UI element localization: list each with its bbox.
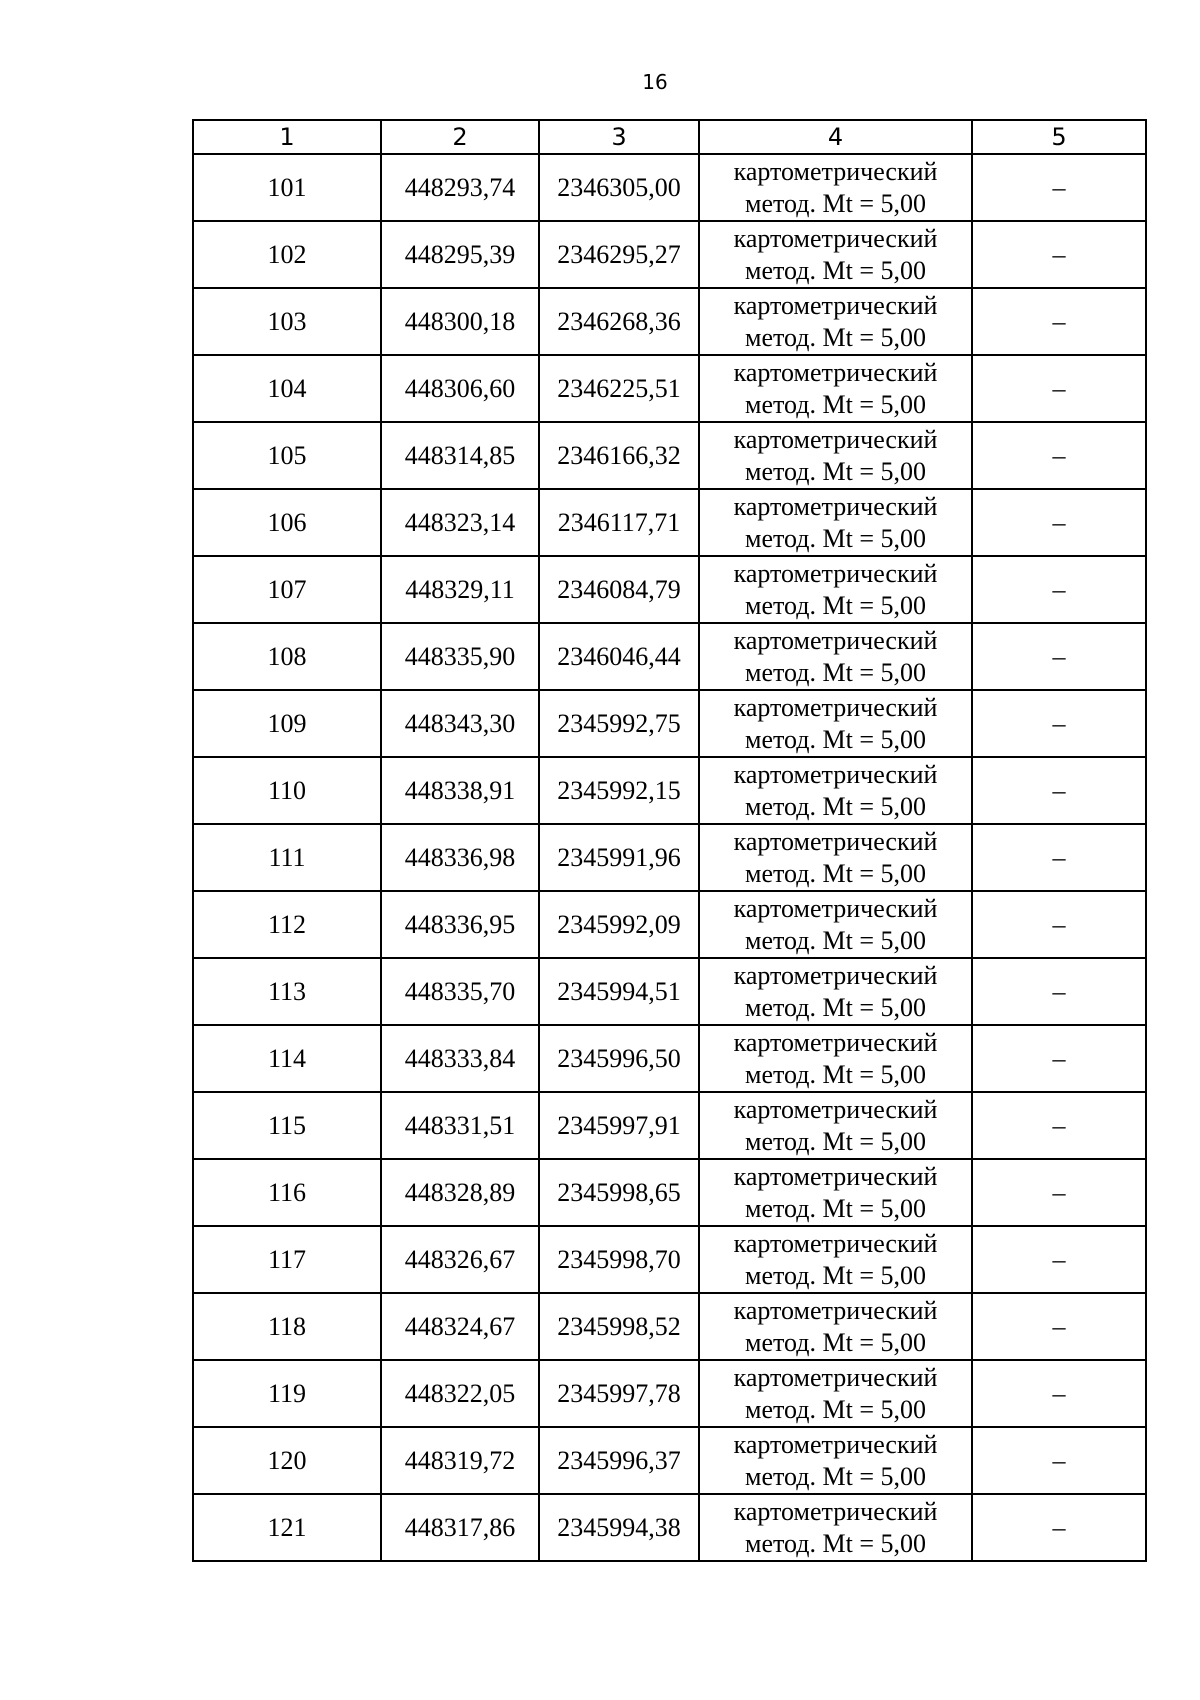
point-number-cell: 102 xyxy=(193,221,381,288)
method-line-1: картометрический xyxy=(733,1295,938,1325)
x-coordinate-cell: 448323,14 xyxy=(381,489,539,556)
x-coordinate-cell: 448317,86 xyxy=(381,1494,539,1561)
method-cell xyxy=(699,154,972,221)
note-cell: – xyxy=(972,1427,1146,1494)
point-number-cell: 101 xyxy=(193,154,381,221)
header-col-3: 3 xyxy=(539,120,699,154)
note-cell: – xyxy=(972,891,1146,958)
table-row xyxy=(193,288,1146,355)
method-line-1: картометрический xyxy=(733,290,938,320)
method-line-2: метод. Mt = 5,00 xyxy=(745,1126,926,1156)
y-coordinate-cell: 2345994,38 xyxy=(539,1494,699,1561)
table-row xyxy=(193,1159,1146,1226)
method-line-2: метод. Mt = 5,00 xyxy=(745,1193,926,1223)
x-coordinate-cell: 448293,74 xyxy=(381,154,539,221)
method-line-1: картометрический xyxy=(733,759,938,789)
y-coordinate-cell: 2345998,65 xyxy=(539,1159,699,1226)
x-coordinate-cell: 448331,51 xyxy=(381,1092,539,1159)
method-line-1: картометрический xyxy=(733,156,938,186)
method-cell xyxy=(699,422,972,489)
note-cell: – xyxy=(972,489,1146,556)
table-row xyxy=(193,1494,1146,1561)
point-number-cell: 119 xyxy=(193,1360,381,1427)
y-coordinate-cell: 2345997,78 xyxy=(539,1360,699,1427)
table-row xyxy=(193,891,1146,958)
table-row xyxy=(193,489,1146,556)
method-cell xyxy=(699,1092,972,1159)
y-coordinate-cell: 2345994,51 xyxy=(539,958,699,1025)
table-row xyxy=(193,422,1146,489)
point-number-cell: 106 xyxy=(193,489,381,556)
x-coordinate-cell: 448338,91 xyxy=(381,757,539,824)
method-line-2: метод. Mt = 5,00 xyxy=(745,724,926,754)
x-coordinate-cell: 448336,95 xyxy=(381,891,539,958)
table-row xyxy=(193,1427,1146,1494)
x-coordinate-cell: 448314,85 xyxy=(381,422,539,489)
y-coordinate-cell: 2345992,09 xyxy=(539,891,699,958)
note-cell: – xyxy=(972,958,1146,1025)
method-line-2: метод. Mt = 5,00 xyxy=(745,1461,926,1491)
y-coordinate-cell: 2346166,32 xyxy=(539,422,699,489)
point-number-cell: 116 xyxy=(193,1159,381,1226)
note-cell: – xyxy=(972,154,1146,221)
header-col-4: 4 xyxy=(699,120,972,154)
y-coordinate-cell: 2345992,15 xyxy=(539,757,699,824)
method-cell xyxy=(699,1293,972,1360)
table-header xyxy=(193,120,1146,154)
note-cell: – xyxy=(972,1226,1146,1293)
header-col-1: 1 xyxy=(193,120,381,154)
method-cell xyxy=(699,221,972,288)
method-cell xyxy=(699,1226,972,1293)
point-number-cell: 114 xyxy=(193,1025,381,1092)
method-cell xyxy=(699,757,972,824)
table-row xyxy=(193,1092,1146,1159)
method-line-2: метод. Mt = 5,00 xyxy=(745,523,926,553)
method-line-2: метод. Mt = 5,00 xyxy=(745,925,926,955)
method-cell xyxy=(699,824,972,891)
method-line-1: картометрический xyxy=(733,357,938,387)
method-line-1: картометрический xyxy=(733,1161,938,1191)
x-coordinate-cell: 448335,90 xyxy=(381,623,539,690)
x-coordinate-cell: 448329,11 xyxy=(381,556,539,623)
table-row xyxy=(193,1293,1146,1360)
table-body xyxy=(193,154,1146,1561)
note-cell: – xyxy=(972,1159,1146,1226)
note-cell: – xyxy=(972,221,1146,288)
note-cell: – xyxy=(972,623,1146,690)
y-coordinate-cell: 2345996,50 xyxy=(539,1025,699,1092)
table-row xyxy=(193,958,1146,1025)
method-cell xyxy=(699,556,972,623)
method-cell xyxy=(699,891,972,958)
method-cell xyxy=(699,958,972,1025)
x-coordinate-cell: 448335,70 xyxy=(381,958,539,1025)
x-coordinate-cell: 448322,05 xyxy=(381,1360,539,1427)
method-cell xyxy=(699,1360,972,1427)
coordinates-table xyxy=(192,119,1147,1562)
method-cell xyxy=(699,690,972,757)
method-line-1: картометрический xyxy=(733,424,938,454)
note-cell: – xyxy=(972,556,1146,623)
table-row xyxy=(193,623,1146,690)
table-row xyxy=(193,556,1146,623)
method-cell xyxy=(699,1427,972,1494)
method-line-1: картометрический xyxy=(733,893,938,923)
method-line-2: метод. Mt = 5,00 xyxy=(745,188,926,218)
point-number-cell: 117 xyxy=(193,1226,381,1293)
method-line-2: метод. Mt = 5,00 xyxy=(745,791,926,821)
note-cell: – xyxy=(972,288,1146,355)
y-coordinate-cell: 2346046,44 xyxy=(539,623,699,690)
y-coordinate-cell: 2346084,79 xyxy=(539,556,699,623)
method-line-2: метод. Mt = 5,00 xyxy=(745,858,926,888)
table-row xyxy=(193,757,1146,824)
note-cell: – xyxy=(972,1293,1146,1360)
method-line-1: картометрический xyxy=(733,1496,938,1526)
y-coordinate-cell: 2345996,37 xyxy=(539,1427,699,1494)
y-coordinate-cell: 2345997,91 xyxy=(539,1092,699,1159)
method-line-2: метод. Mt = 5,00 xyxy=(745,1260,926,1290)
method-line-1: картометрический xyxy=(733,1027,938,1057)
point-number-cell: 108 xyxy=(193,623,381,690)
note-cell: – xyxy=(972,1360,1146,1427)
point-number-cell: 113 xyxy=(193,958,381,1025)
note-cell: – xyxy=(972,422,1146,489)
x-coordinate-cell: 448295,39 xyxy=(381,221,539,288)
point-number-cell: 120 xyxy=(193,1427,381,1494)
method-line-1: картометрический xyxy=(733,491,938,521)
note-cell: – xyxy=(972,757,1146,824)
point-number-cell: 110 xyxy=(193,757,381,824)
method-line-2: метод. Mt = 5,00 xyxy=(745,456,926,486)
table-row xyxy=(193,1226,1146,1293)
method-cell xyxy=(699,1494,972,1561)
x-coordinate-cell: 448319,72 xyxy=(381,1427,539,1494)
method-line-1: картометрический xyxy=(733,826,938,856)
note-cell: – xyxy=(972,690,1146,757)
method-line-1: картометрический xyxy=(733,1228,938,1258)
point-number-cell: 103 xyxy=(193,288,381,355)
y-coordinate-cell: 2345998,70 xyxy=(539,1226,699,1293)
method-cell xyxy=(699,489,972,556)
y-coordinate-cell: 2345991,96 xyxy=(539,824,699,891)
method-line-2: метод. Mt = 5,00 xyxy=(745,322,926,352)
point-number-cell: 104 xyxy=(193,355,381,422)
table-row xyxy=(193,355,1146,422)
method-line-2: метод. Mt = 5,00 xyxy=(745,1059,926,1089)
x-coordinate-cell: 448300,18 xyxy=(381,288,539,355)
x-coordinate-cell: 448333,84 xyxy=(381,1025,539,1092)
note-cell: – xyxy=(972,1494,1146,1561)
method-line-2: метод. Mt = 5,00 xyxy=(745,1327,926,1357)
header-row xyxy=(193,120,1146,154)
method-line-1: картометрический xyxy=(733,625,938,655)
header-col-2: 2 xyxy=(381,120,539,154)
x-coordinate-cell: 448306,60 xyxy=(381,355,539,422)
x-coordinate-cell: 448343,30 xyxy=(381,690,539,757)
point-number-cell: 121 xyxy=(193,1494,381,1561)
y-coordinate-cell: 2346117,71 xyxy=(539,489,699,556)
x-coordinate-cell: 448324,67 xyxy=(381,1293,539,1360)
x-coordinate-cell: 448326,67 xyxy=(381,1226,539,1293)
note-cell: – xyxy=(972,1092,1146,1159)
method-line-1: картометрический xyxy=(733,1362,938,1392)
method-cell xyxy=(699,1025,972,1092)
table-row xyxy=(193,1360,1146,1427)
page-number: 16 xyxy=(642,70,668,94)
point-number-cell: 109 xyxy=(193,690,381,757)
method-line-1: картометрический xyxy=(733,692,938,722)
method-line-1: картометрический xyxy=(733,223,938,253)
method-line-2: метод. Mt = 5,00 xyxy=(745,992,926,1022)
x-coordinate-cell: 448328,89 xyxy=(381,1159,539,1226)
table-row xyxy=(193,824,1146,891)
method-line-1: картометрический xyxy=(733,960,938,990)
method-line-1: картометрический xyxy=(733,558,938,588)
table-row xyxy=(193,1025,1146,1092)
method-cell xyxy=(699,288,972,355)
y-coordinate-cell: 2346295,27 xyxy=(539,221,699,288)
method-line-2: метод. Mt = 5,00 xyxy=(745,389,926,419)
point-number-cell: 107 xyxy=(193,556,381,623)
point-number-cell: 112 xyxy=(193,891,381,958)
method-line-1: картометрический xyxy=(733,1429,938,1459)
y-coordinate-cell: 2346225,51 xyxy=(539,355,699,422)
method-line-2: метод. Mt = 5,00 xyxy=(745,657,926,687)
point-number-cell: 111 xyxy=(193,824,381,891)
y-coordinate-cell: 2346305,00 xyxy=(539,154,699,221)
note-cell: – xyxy=(972,824,1146,891)
point-number-cell: 115 xyxy=(193,1092,381,1159)
method-line-2: метод. Mt = 5,00 xyxy=(745,1394,926,1424)
header-col-5: 5 xyxy=(972,120,1146,154)
y-coordinate-cell: 2345998,52 xyxy=(539,1293,699,1360)
x-coordinate-cell: 448336,98 xyxy=(381,824,539,891)
method-line-2: метод. Mt = 5,00 xyxy=(745,255,926,285)
method-cell xyxy=(699,1159,972,1226)
note-cell: – xyxy=(972,1025,1146,1092)
y-coordinate-cell: 2346268,36 xyxy=(539,288,699,355)
method-line-1: картометрический xyxy=(733,1094,938,1124)
table-row xyxy=(193,154,1146,221)
method-line-2: метод. Mt = 5,00 xyxy=(745,590,926,620)
note-cell: – xyxy=(972,355,1146,422)
method-cell xyxy=(699,355,972,422)
point-number-cell: 105 xyxy=(193,422,381,489)
point-number-cell: 118 xyxy=(193,1293,381,1360)
table-row xyxy=(193,221,1146,288)
table-row xyxy=(193,690,1146,757)
y-coordinate-cell: 2345992,75 xyxy=(539,690,699,757)
method-line-2: метод. Mt = 5,00 xyxy=(745,1528,926,1558)
method-cell xyxy=(699,623,972,690)
